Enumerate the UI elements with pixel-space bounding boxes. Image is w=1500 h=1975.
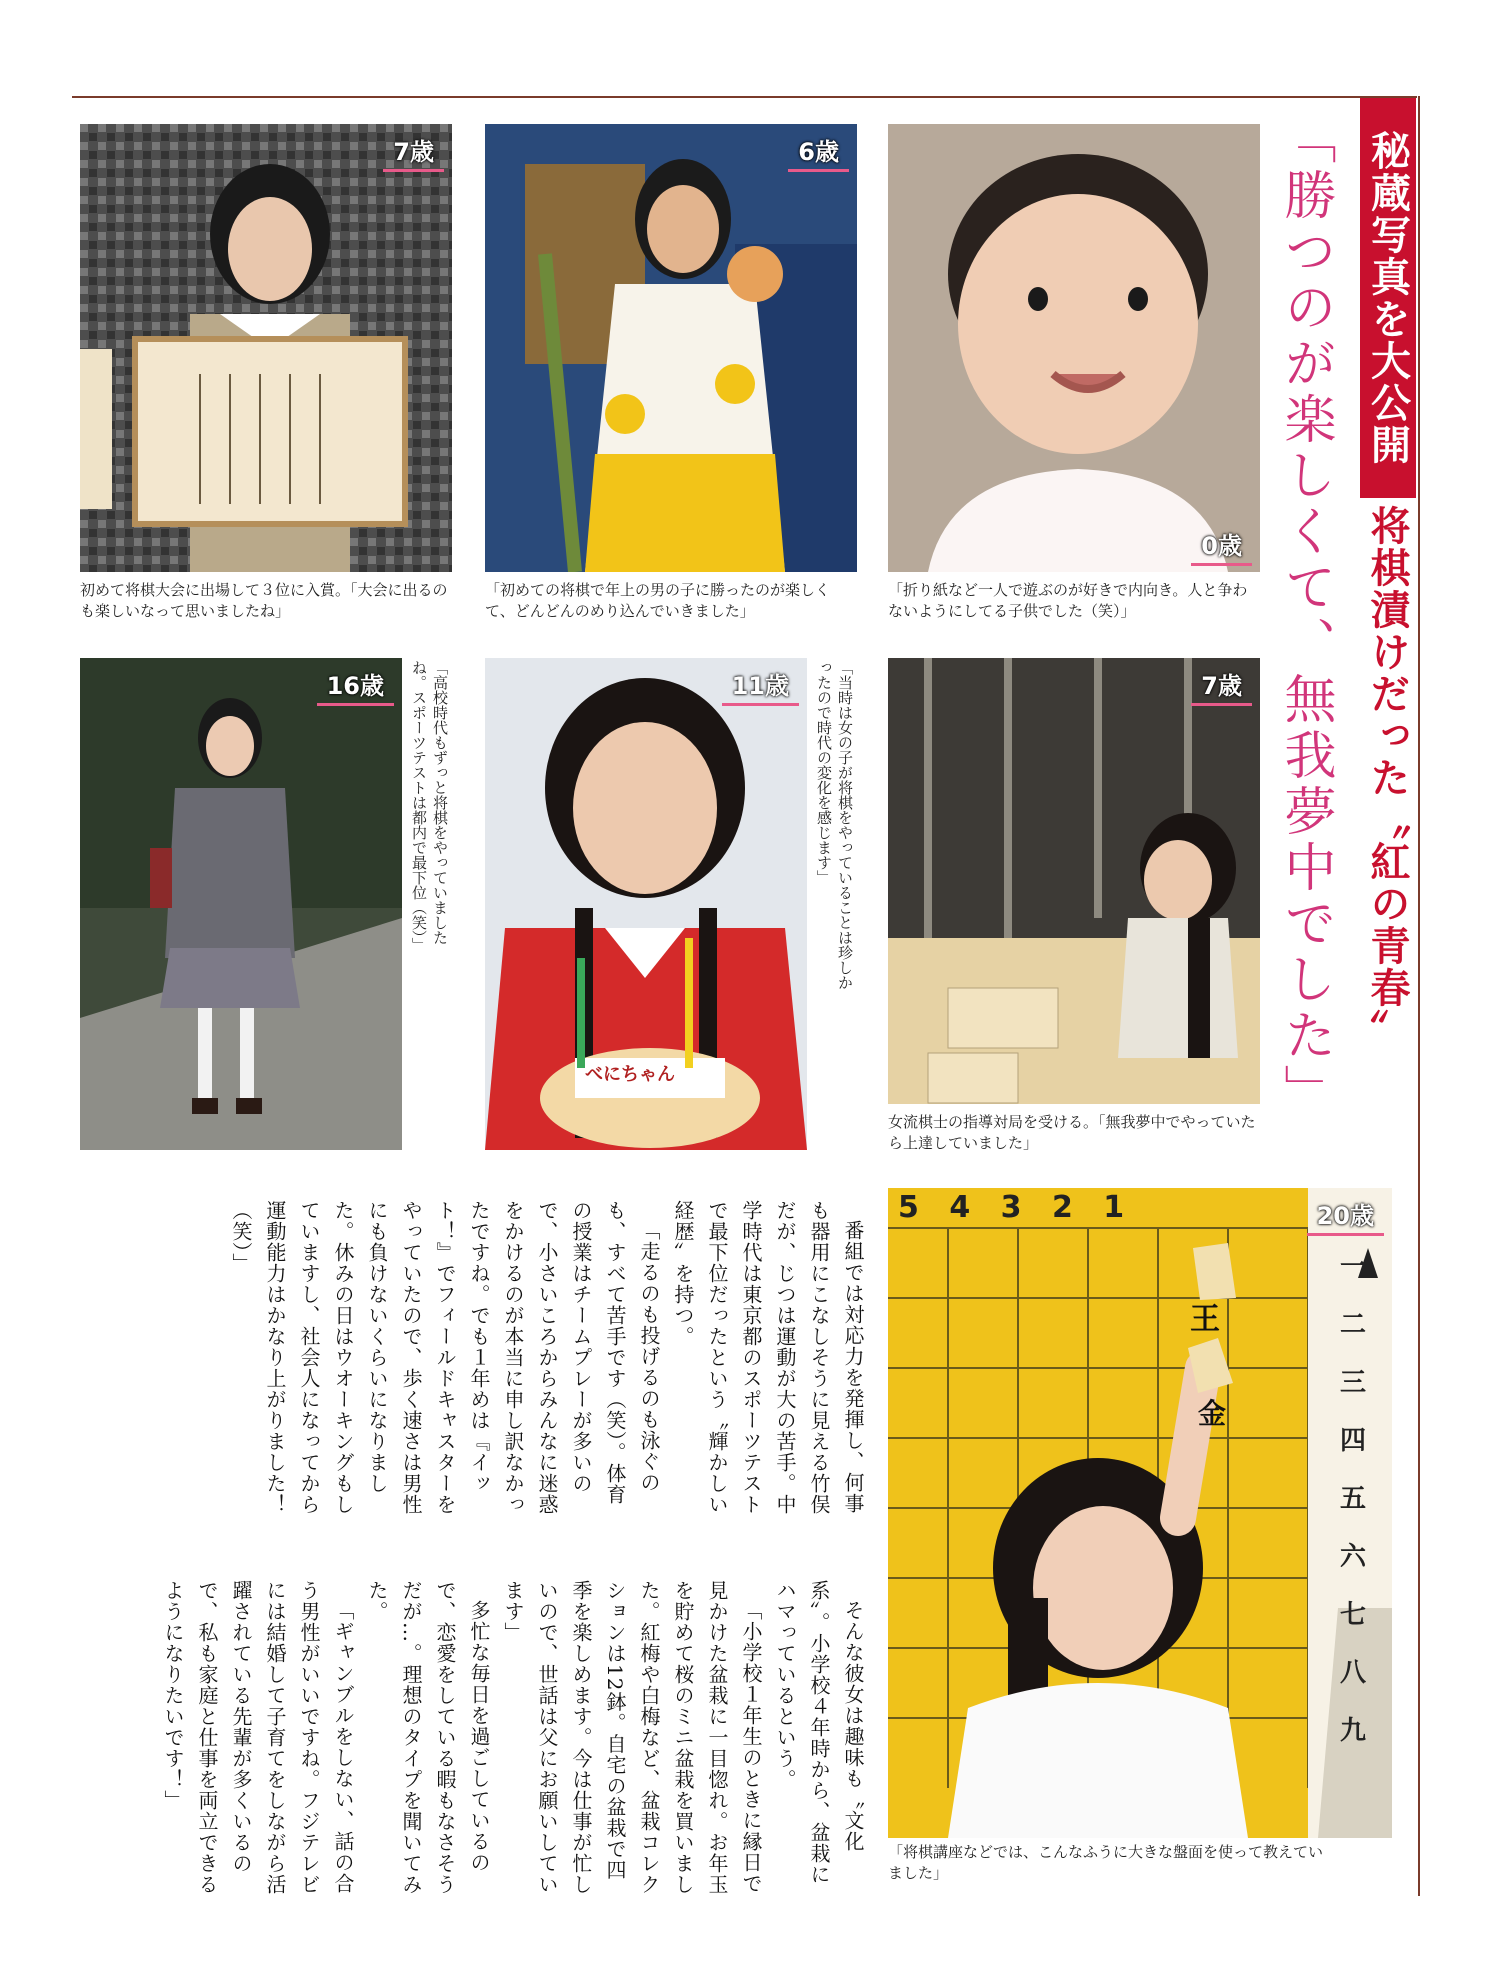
right-rule bbox=[1418, 96, 1420, 1896]
board-row-number: 九 bbox=[1339, 1716, 1366, 1746]
board-row-number: 六 bbox=[1339, 1542, 1366, 1572]
photo-age-7-shogi-lesson bbox=[888, 658, 1260, 1104]
board-row-number: 五 bbox=[1339, 1484, 1366, 1514]
board-top-numbers: 5 4 3 2 1 bbox=[898, 1190, 1135, 1225]
shogi-piece-king: 王 bbox=[1190, 1302, 1220, 1337]
photo-age-11-birthday bbox=[485, 658, 807, 1150]
board-row-number: 四 bbox=[1339, 1426, 1366, 1456]
photo-age-6-dress bbox=[485, 124, 857, 572]
article-upper-block bbox=[90, 1200, 870, 1520]
photo-caption: 「将棋講座などでは、こんなふうに大きな盤面を使って教えていました」 bbox=[888, 1843, 1324, 1882]
age-badge: 20歳 bbox=[1307, 1194, 1384, 1236]
headline-quote: 「勝つのが楽しくて、無我夢中でした」 bbox=[1275, 112, 1335, 1120]
top-rule bbox=[72, 96, 1417, 98]
age-badge: 11歳 bbox=[722, 664, 799, 706]
headline-subtitle: 将棋漬けだった〝紅の青春〟 bbox=[1364, 505, 1410, 1051]
age-badge: 0歳 bbox=[1191, 524, 1252, 566]
age-badge: 16歳 bbox=[317, 664, 394, 706]
board-row-number: 二 bbox=[1339, 1310, 1366, 1340]
photo-baby-image bbox=[888, 124, 1260, 572]
board-row-number: 七 bbox=[1339, 1600, 1366, 1630]
photo-age-20-big-board bbox=[888, 1188, 1392, 1838]
photo-caption: 「初めての将棋で年上の男の子に勝ったのが楽しくて、どんどんのめり込んでいきました」 bbox=[485, 581, 831, 620]
age-badge: 7歳 bbox=[383, 130, 444, 172]
headline-banner-text: 秘蔵写真を大公開 bbox=[1364, 130, 1411, 466]
photo-age-0-baby bbox=[888, 124, 1260, 572]
article-paragraph: 「走るのも投げるのも泳ぐのも、すべて苦手です（笑）。体育の授業はチームプレーが多いので、小さいころからみんなに迷惑をかけるのが本当に申し訳なかったですね。でも１年めは『イット！』でフィールドキャスターをやっていたので、歩く速さは男性にも負けないくらいになりました。休みの日はウオーキングもしていますし、社会人になってから運動能力はかなり上がりました！（笑）」 bbox=[229, 1200, 661, 1515]
shogi-piece-gold: 金 bbox=[1198, 1397, 1227, 1430]
article-lower-block bbox=[90, 1580, 870, 1900]
age-badge: 7歳 bbox=[1191, 664, 1252, 706]
photo-caption: 「折り紙など一人で遊ぶのが好きで内向き。人と争わないようにしてる子供でした（笑）」 bbox=[888, 581, 1248, 620]
article-paragraph: 多忙な毎日を過ごしているので、恋愛をしている暇もなさそうだが…。理想のタイプを聞いてみた。 bbox=[365, 1580, 491, 1895]
photo-big-board-image bbox=[888, 1188, 1392, 1838]
photo-age-7-certificate bbox=[80, 124, 452, 572]
photo-shogi-lesson-image bbox=[888, 658, 1260, 1104]
board-row-number: 一 bbox=[1339, 1252, 1366, 1282]
photo-uniform-image bbox=[80, 658, 402, 1150]
photo-caption: 女流棋士の指導対局を受ける。「無我夢中でやっていたら上達していました」 bbox=[888, 1113, 1256, 1152]
photo-caption-vertical: 「当時は女の子が将棋をやっていることは珍しかったので時代の変化を感じます」 bbox=[815, 660, 854, 990]
article-paragraph: 「ギャンブルをしない、話の合う男性がいいですね。フジテレビには結婚して子育てをしながら活躍されている先輩が多くいるので、私も家庭と仕事を両立できるようになりたいです！」 bbox=[161, 1580, 355, 1895]
article-paragraph: 番組では対応力を発揮し、何事も器用にこなしそうに見える竹俣だが、じつは運動が大の苦手。中学時代は東京都のスポーツテストで最下位だったという〝輝かしい経歴〟を持つ。 bbox=[671, 1200, 865, 1515]
article-paragraph: 「小学校１年生のときに縁日で見かけた盆栽に一目惚れ。お年玉を貯めて桜のミニ盆栽を買いました。紅梅や白梅など、盆栽コレクションは12鉢。自宅の盆栽で四季を楽しめます。今は仕事が忙しいので、世話は父にお願いしています」 bbox=[501, 1580, 763, 1895]
photo-caption-vertical: 「高校時代もずっと将棋をやっていましたね。スポーツテストは都内で最下位（笑）」 bbox=[410, 660, 449, 953]
photo-dress-image bbox=[485, 124, 857, 572]
board-side-numbers bbox=[1338, 1238, 1368, 1760]
board-row-number: 三 bbox=[1339, 1368, 1366, 1398]
photo-age-16-uniform bbox=[80, 658, 402, 1150]
photo-certificate-image bbox=[80, 124, 452, 572]
article-paragraph: そんな彼女は趣味も〝文化系〟。小学校４年時から、盆栽にハマっているという。 bbox=[773, 1580, 865, 1885]
photo-caption: 初めて将棋大会に出場して３位に入賞。「大会に出るのも楽しいなって思いましたね」 bbox=[80, 581, 448, 620]
headline-banner bbox=[1360, 98, 1416, 498]
board-row-number: 八 bbox=[1339, 1658, 1366, 1688]
cake-plate-text: べにちゃん bbox=[585, 1064, 675, 1085]
age-badge: 6歳 bbox=[788, 130, 849, 172]
